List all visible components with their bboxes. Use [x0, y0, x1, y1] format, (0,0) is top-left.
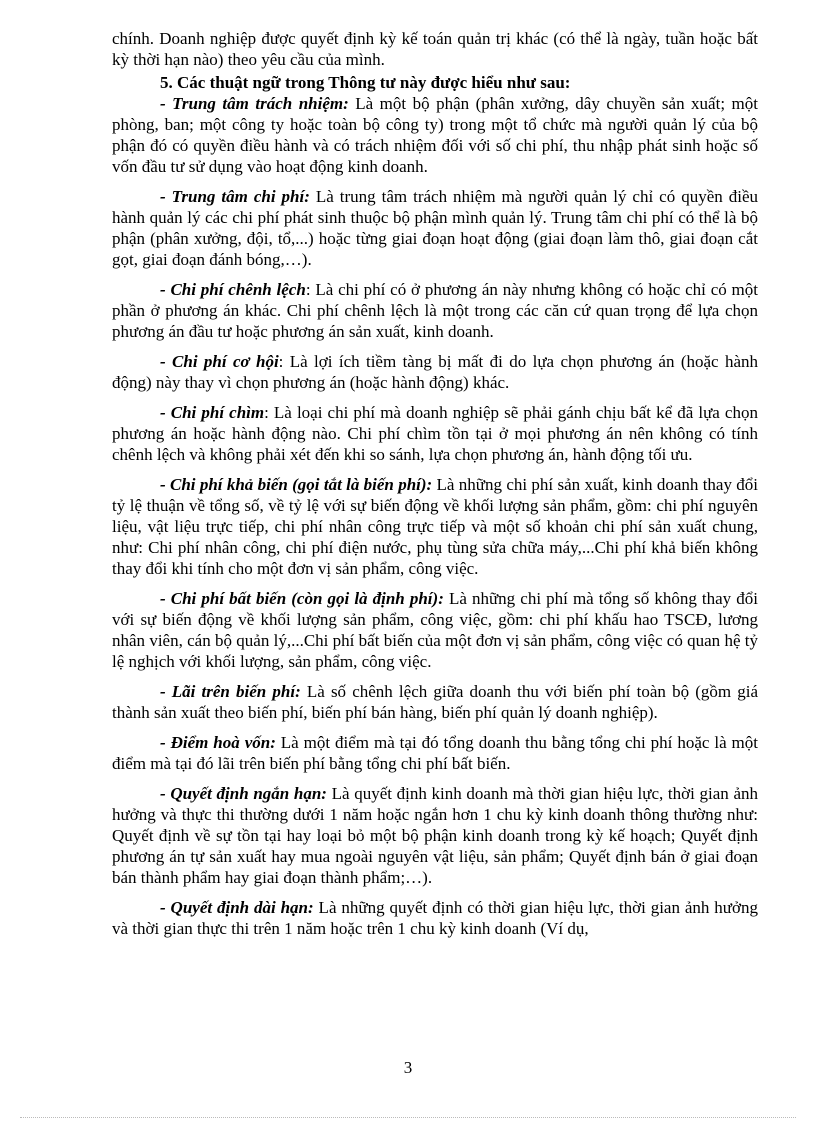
- definition-paragraph: [112, 351, 758, 393]
- page-number: 3: [403, 1058, 413, 1077]
- definition-term: - Chi phí bất biến (còn gọi là định phí):: [160, 589, 444, 608]
- definition-paragraph: [112, 402, 758, 465]
- intro-paragraph: chính. Doanh nghiệp được quyết định kỳ kế toán quản trị khác (có thể là ngày, tuần hoặc bất kỳ thời hạn nào) theo yêu cầu của mình.: [112, 29, 758, 69]
- definition-term: - Chi phí chênh lệch: [160, 280, 306, 299]
- definition-paragraph: [112, 783, 758, 888]
- definition-paragraph: [112, 279, 758, 342]
- definition-paragraph: [112, 732, 758, 774]
- definition-text: Là những chi phí mà tổng số không thay đổi với sự biến động về khối lượng sản phẩm, công việc, gồm: chi phí khấu hao TSCĐ, lương nhân viên, cán bộ quản lý,...Chi phí bất biến của một đơn vị sản phẩm, công việc có quan hệ tỷ lệ nghịch với khối lượng, sản phẩm, công việc.: [112, 589, 758, 671]
- definition-paragraph: [112, 897, 758, 939]
- definition-paragraph: [112, 588, 758, 672]
- definition-text: Là những chi phí sản xuất, kinh doanh thay đổi tỷ lệ thuận về tổng số, về tỷ lệ với sự biến động về khối lượng sản phẩm, gồm: chi phí nguyên liệu, vật liệu trực tiếp, chi phí nhân công trực tiếp và một số khoản chi phí sản xuất chung, như: Chi phí nhân công, chi phí điện nước, phụ tùng sửa chữa máy,...Chi phí khả biến không thay đổi khi tính cho một đơn vị sản phẩm, công việc.: [112, 475, 759, 578]
- definition-text: Là quyết định kinh doanh mà thời gian hiệu lực, thời gian ảnh hưởng và thực thi thường dưới 1 năm hoặc ngắn hơn 1 chu kỳ kinh doanh thông thường như: Quyết định về sự tồn tại hay loại bỏ một bộ phận kinh doanh trong kỳ kế hoạch; Quyết định phương án tự sản xuất hay mua ngoài nguyên vật liệu, sản phẩm; Quyết định bán ở giai đoạn bán thành phẩm hay giai đoạn thành phẩm;…).: [112, 784, 758, 887]
- definition-paragraph: [112, 474, 758, 579]
- definition-text: Là một điểm mà tại đó tổng doanh thu bằng tổng chi phí hoặc là một điểm mà tại đó lãi trên biến phí bằng tổng chi phí bất biến.: [112, 733, 759, 773]
- definition-term: - Chi phí khả biến (gọi tắt là biến phí):: [160, 475, 433, 494]
- definition-term: - Trung tâm chi phí:: [160, 187, 310, 206]
- document-body: [112, 28, 758, 939]
- definition-term: - Chi phí chìm: [160, 403, 265, 422]
- definition-text: Là một bộ phận (phân xưởng, dây chuyền sản xuất; một phòng, ban; một công ty hoặc toàn bộ công ty) trong một tổ chức mà người quản lý của bộ phận đó có quyền điều hành và có trách nhiệm đối với số chi phí, thu nhập phát sinh hoặc số vốn đầu tư sử dụng vào hoạt động kinh doanh.: [112, 94, 758, 176]
- definition-paragraph: [112, 186, 758, 270]
- definition-term: - Điểm hoà vốn:: [160, 733, 276, 752]
- definition-text: : Là chi phí có ở phương án này nhưng không có hoặc chỉ có một phần ở phương án khác. Chi phí chênh lệch là một trong các căn cứ quan trọng để lựa chọn phương án đầu tư hoặc phương án sản xuất, kinh doanh.: [112, 280, 758, 341]
- definition-term: - Quyết định ngắn hạn:: [160, 784, 327, 803]
- definition-term: - Chi phí cơ hội: [160, 352, 279, 371]
- definition-text: : Là loại chi phí mà doanh nghiệp sẽ phải gánh chịu bất kể đã lựa chọn phương án hoặc hành động nào. Chi phí chìm tồn tại ở mọi phương án nên không có tính chênh lệch và không phải xét đến khi so sánh, lựa chọn phương án, hành động tối ưu.: [112, 403, 758, 464]
- section-heading: 5. Các thuật ngữ trong Thông tư này được hiểu như sau:: [160, 73, 571, 92]
- definition-paragraph: [112, 681, 758, 723]
- definition-paragraph: [112, 93, 758, 177]
- definition-term: - Quyết định dài hạn:: [160, 898, 314, 917]
- definition-text: Là trung tâm trách nhiệm mà người quản lý chỉ có quyền điều hành quản lý các chi phí phát sinh thuộc bộ phận mình quản lý. Trung tâm chi phí có thể là bộ phận (phân xưởng, đội, tổ,...) hoặc từng giai đoạn hoạt động (giai đoạn làm thô, giai đoạn cắt gọt, giai đoạn đánh bóng,…).: [112, 187, 758, 269]
- definition-term: - Lãi trên biến phí:: [160, 682, 301, 701]
- page-bottom-divider: [20, 1117, 796, 1118]
- definition-text: : Là lợi ích tiềm tàng bị mất đi do lựa chọn phương án (hoặc hành động) này thay vì chọn phương án (hoặc hành động) khác.: [112, 352, 759, 392]
- definition-text: Là số chênh lệch giữa doanh thu với biến phí toàn bộ (gồm giá thành sản xuất theo biến phí, biến phí bán hàng, biến phí quản lý doanh nghiệp).: [112, 682, 759, 722]
- definition-text: Là những quyết định có thời gian hiệu lực, thời gian ảnh hưởng và thời gian thực thi trên 1 năm hoặc trên 1 chu kỳ kinh doanh (Ví dụ,: [112, 898, 758, 938]
- definition-term: - Trung tâm trách nhiệm:: [160, 94, 349, 113]
